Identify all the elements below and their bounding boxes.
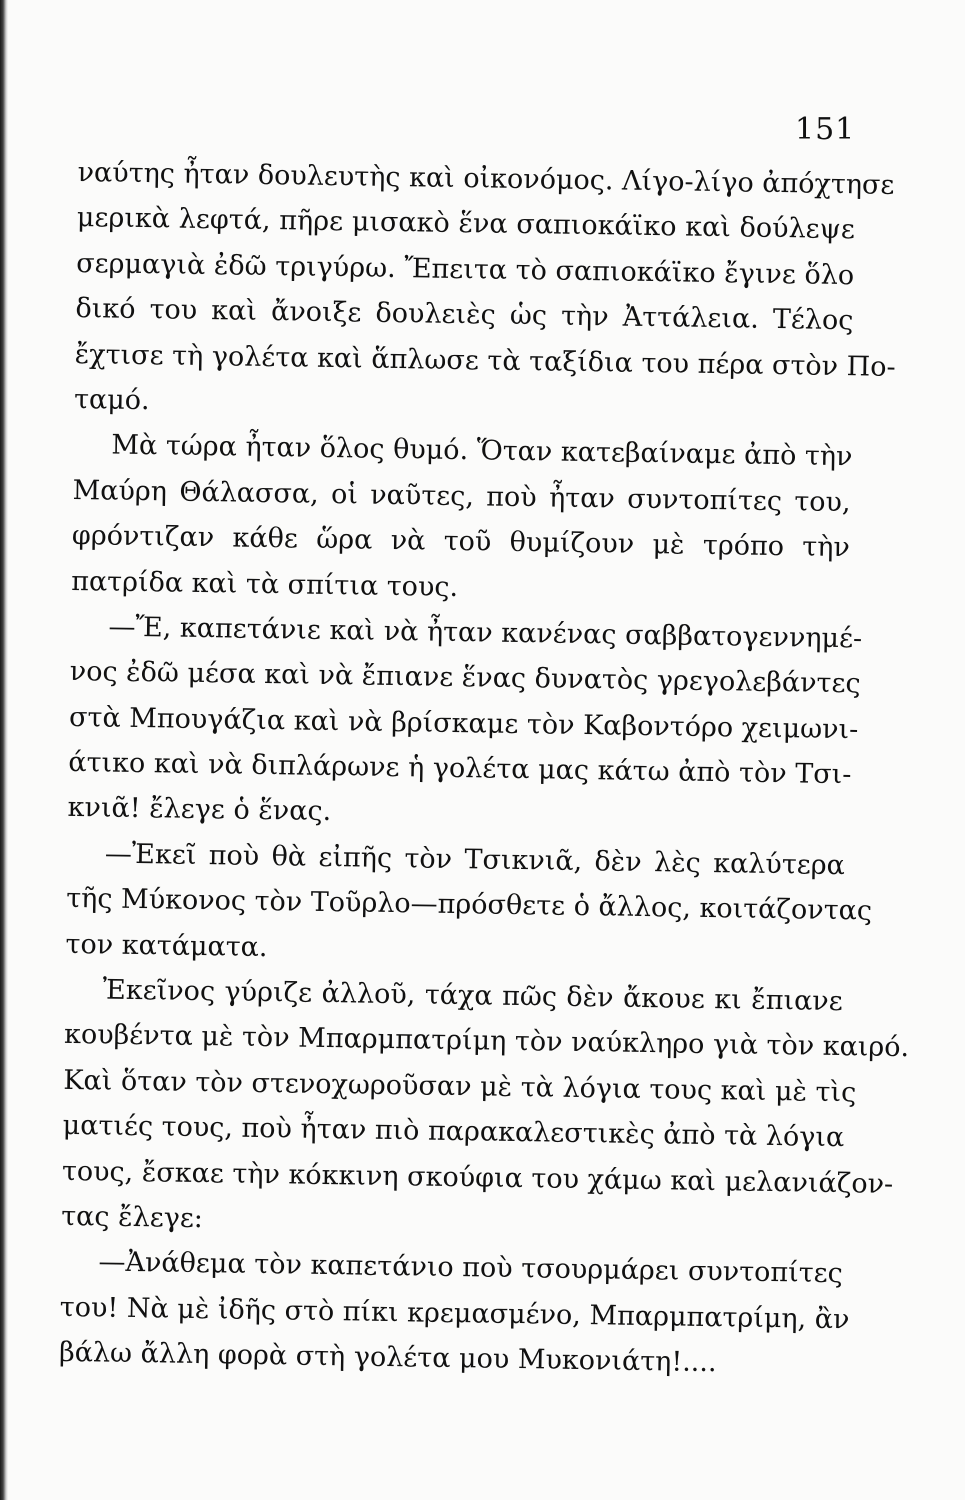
text-line: —Ἀνάθεμα τὸν καπετάνιο ποὺ τσουρμάρει συντοπίτες — [98, 1246, 844, 1290]
text-line: Μαύρη Θάλασσα, οἱ ναῦτες, ποὺ ἦταν συντοπίτες του, — [72, 474, 851, 518]
text-line: τῆς Μύκονος τὸν Τοῦρλο—πρόσθετε ὁ ἄλλος, κοιτάζοντας — [65, 883, 873, 927]
text-line: νος ἐδῶ μέσα καὶ νὰ ἔπιανε ἕνας δυνατὸς γρεγολεβάντες — [69, 656, 861, 700]
text-line: φρόντιζαν κάθε ὥρα νὰ τοῦ θυμίζουν μὲ τρόπο τὴν — [71, 520, 851, 564]
text-line: βάλω ἄλλη φορὰ στὴ γολέτα μου Μυκονιάτη!.... — [58, 1337, 717, 1379]
text-line: κουβέντα μὲ τὸν Μπαρμπατρίμη τὸν ναύκληρο γιὰ τὸν καιρό. — [63, 1019, 910, 1064]
text-line: του! Νὰ μὲ ἰδῆς στὸ πίκι κρεμασμένο, Μπαρμπατρίμη, ἂν — [59, 1291, 850, 1336]
text-line: ματιές τους, ποὺ ἦταν πιὸ παρακαλεστικὲς ἀπὸ τὰ λόγια — [62, 1110, 845, 1154]
text-line: τους, ἔσκαε τὴν κόκκινη σκούφια του χάμω καὶ μελανιάζον- — [61, 1155, 894, 1200]
text-line: Ἐκεῖνος γύριζε ἀλλοῦ, τάχα πῶς δὲν ἄκουε κι ἔπιανε — [102, 974, 843, 1018]
text-line: ἔχτισε τὴ γολέτα καὶ ἅπλωσε τὰ ταξίδια του πέρα στὸν Πο- — [74, 338, 896, 383]
text-line: Μὰ τώρα ἦταν ὅλος θυμό. Ὅταν κατεβαίναμε ἀπὸ τὴν — [111, 429, 853, 473]
page-number: 151 — [795, 112, 856, 147]
text-line: μερικὰ λεφτά, πῆρε μισακὸ ἕνα σαπιοκάϊκο καὶ δούλεψε — [76, 202, 856, 246]
text-line: σερμαγιὰ ἐδῶ τριγύρω. Ἔπειτα τὸ σαπιοκάϊκο ἔγινε ὅλο — [75, 247, 855, 291]
text-line: ταμό. — [73, 383, 150, 417]
text-line: δικό του καὶ ἄνοιξε δουλειὲς ὡς τὴν Ἀττάλεια. Τέλος — [75, 293, 854, 337]
text-line: —Ἐκεῖ ποὺ θὰ εἰπῆς τὸν Τσικνιᾶ, δὲν λὲς καλύτερα — [104, 838, 846, 881]
text-line: κνιᾶ! ἔλεγε ὁ ἕνας. — [67, 792, 332, 828]
page-spine-edge — [0, 0, 8, 1500]
text-line: τον κατάματα. — [65, 928, 268, 963]
text-line: ναύτης ἦταν δουλευτὴς καὶ οἰκονόμος. Λίγο-λίγο ἀπόχτησε — [77, 156, 895, 201]
text-line: Καὶ ὅταν τὸν στενοχωροῦσαν μὲ τὰ λόγια τους καὶ μὲ τὶς — [63, 1064, 857, 1109]
text-line: τας ἔλεγε: — [61, 1200, 204, 1235]
body-text — [58, 150, 910, 1388]
text-line: —Ἔ, καπετάνιε καὶ νὰ ἦταν κανένας σαββατογεννημέ- — [108, 611, 863, 655]
text-line: στὰ Μπουγάζια καὶ νὰ βρίσκαμε τὸν Καβοντόρο χειμωνι- — [68, 701, 859, 746]
text-line: πατρίδα καὶ τὰ σπίτια τους. — [70, 565, 459, 603]
text-line: άτικο καὶ νὰ διπλάρωνε ἡ γολέτα μας κάτω ἀπὸ τὸν Τσι- — [68, 747, 852, 791]
